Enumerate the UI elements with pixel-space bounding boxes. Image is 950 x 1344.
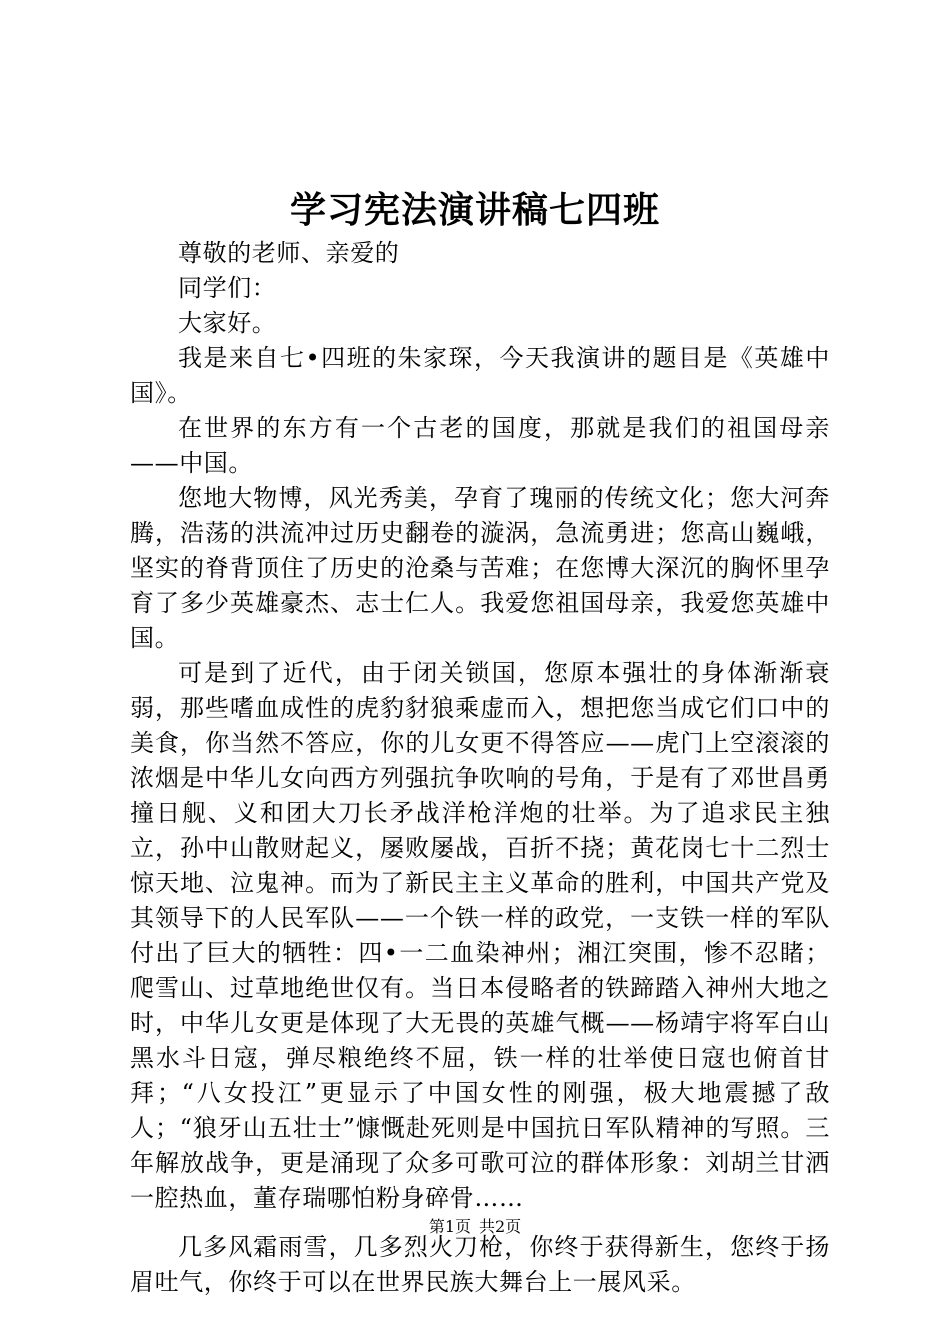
greeting: 大家好。	[178, 309, 277, 337]
page-footer	[0, 1216, 950, 1238]
page-number: 第1页	[428, 1217, 471, 1236]
document-title: 学习宪法演讲稿七四班	[289, 189, 660, 231]
paragraph-rebirth: 几多风霜雨雪，几多烈火刀枪，你终于获得新生，您终于扬眉吐气，你终于可以在世界民族大舞台上一展风采。	[130, 1233, 830, 1296]
page-total: 共2页	[479, 1217, 522, 1236]
paragraph-motherland: 您地大物博，风光秀美，孕育了瑰丽的传统文化；您大河奔腾，浩荡的洪流冲过历史翻卷的漩涡，急流勇进；您高山巍峨，坚实的脊背顶住了历史的沧桑与苦难；在您博大深沉的胸怀里孕育了多少英雄豪杰、志士仁人。我爱您祖国母亲，我爱您英雄中国。	[130, 484, 830, 652]
paragraph-intro: 我是来自七•四班的朱家琛，今天我演讲的题目是《英雄中国》。	[130, 344, 830, 407]
document-body	[130, 236, 830, 1300]
salutation-line-1: 尊敬的老师、亲爱的	[178, 239, 400, 267]
paragraph-modern-history: 可是到了近代，由于闭关锁国，您原本强壮的身体渐渐衰弱，那些嗜血成性的虎豹豺狼乘虚而入，想把您当成它们口中的美食，你当然不答应，你的儿女更不得答应——虎门上空滚滚的浓烟是中华儿女向西方列强抗争吹响的号角，于是有了邓世昌勇撞日舰、义和团大刀长矛战洋枪洋炮的壮举。为了追求民主独立，孙中山散财起义，屡败屡战，百折不挠；黄花岗七十二烈士惊天地、泣鬼神。而为了新民主主义革命的胜利，中国共产党及其领导下的人民军队——一个铁一样的政党，一支铁一样的军队付出了巨大的牺牲：四•一二血染神州；湘江突围，惨不忍睹；爬雪山、过草地绝世仅有。当日本侵略者的铁蹄踏入神州大地之时，中华儿女更是体现了大无畏的英雄气概——杨靖宇将军白山黑水斗日寇，弹尽粮绝终不屈，铁一样的壮举使日寇也俯首甘拜；“八女投江”更显示了中国女性的刚强，极大地震撼了敌人；“狼牙山五壮士”慷慨赴死则是中国抗日军队精神的写照。三年解放战争，更是涌现了众多可歌可泣的群体形象：刘胡兰甘洒一腔热血，董存瑞哪怕粉身碎骨……	[130, 659, 830, 1212]
salutation-line-2: 同学们：	[178, 274, 277, 302]
paragraph-east: 在世界的东方有一个古老的国度，那就是我们的祖国母亲——中国。	[130, 414, 830, 477]
